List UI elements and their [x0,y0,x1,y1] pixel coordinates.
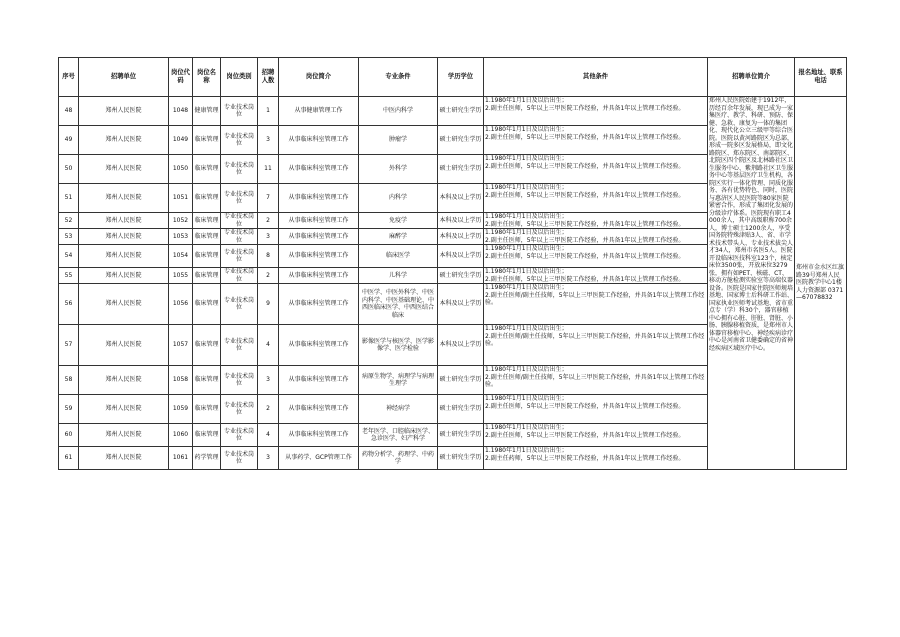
cell-unit: 郑州人民医院 [79,395,169,424]
cell-name: 临床管理 [193,126,221,155]
cell-name: 临床管理 [193,213,221,229]
header-name: 岗位名称 [193,58,221,97]
cell-category: 专业技术岗位 [221,184,258,213]
cell-degree: 硕士研究生学历 [438,395,484,424]
cell-major: 麻醉学 [359,229,438,245]
cell-other: 1.1980年1月1日及以后出生； 2.副主任医师，5年以上三甲医院工作经验，并具备1年以上管理工作经验。 [484,97,708,126]
header-degree: 学历学位 [438,58,484,97]
cell-name: 临床管理 [193,229,221,245]
cell-degree: 硕士研究生学历 [438,447,484,470]
cell-other: 1.1980年1月1日及以后出生； 2.副主任医师，5年以上三甲医院工作经验，并具备1年以上管理工作经验。 [484,213,708,229]
cell-count: 3 [258,229,279,245]
cell-count: 2 [258,395,279,424]
cell-intro: 从事临床科室管理工作 [279,229,359,245]
cell-count: 1 [258,97,279,126]
cell-unit: 郑州人民医院 [79,126,169,155]
header-category: 岗位类别 [221,58,258,97]
cell-unit: 郑州人民医院 [79,184,169,213]
cell-intro: 从事临床科室管理工作 [279,284,359,325]
header-major: 专业条件 [359,58,438,97]
cell-category: 专业技术岗位 [221,424,258,447]
header-contact: 报名地址、联系电话 [795,58,847,97]
cell-unit: 郑州人民医院 [79,366,169,395]
cell-count: 3 [258,126,279,155]
cell-intro: 从事临床科室管理工作 [279,126,359,155]
cell-seq: 57 [59,325,79,366]
cell-other: 1.1980年1月1日及以后出生； 2.副主任医师/副主任技师，5年以上三甲医院工作经验，并具备1年以上管理工作经验。 [484,325,708,366]
cell-count: 4 [258,424,279,447]
cell-category: 专业技术岗位 [221,155,258,184]
cell-seq: 50 [59,155,79,184]
cell-unit: 郑州人民医院 [79,229,169,245]
cell-category: 专业技术岗位 [221,325,258,366]
cell-intro: 从事临床科室管理工作 [279,424,359,447]
cell-seq: 49 [59,126,79,155]
cell-name: 临床管理 [193,325,221,366]
cell-code: 1051 [169,184,193,213]
cell-intro: 从事临床科室管理工作 [279,213,359,229]
cell-count: 7 [258,184,279,213]
cell-code: 1056 [169,284,193,325]
cell-code: 1055 [169,268,193,284]
cell-name: 临床管理 [193,366,221,395]
cell-degree: 硕士研究生学历 [438,366,484,395]
cell-major: 儿科学 [359,268,438,284]
header-count: 招聘人数 [258,58,279,97]
cell-intro: 从事健康管理工作 [279,97,359,126]
cell-other: 1.1980年1月1日及以后出生； 2.副主任医师，5年以上三甲医院工作经验，并具备1年以上管理工作经验。 [484,229,708,245]
cell-intro: 从事临床科室管理工作 [279,268,359,284]
cell-seq: 51 [59,184,79,213]
cell-name: 药学管理 [193,447,221,470]
cell-seq: 48 [59,97,79,126]
cell-major: 免疫学 [359,213,438,229]
cell-other: 1.1980年1月1日及以后出生； 2.副主任医师，5年以上三甲医院工作经验，并具备1年以上管理工作经验。 [484,268,708,284]
cell-degree: 硕士研究生学历 [438,97,484,126]
cell-seq: 54 [59,245,79,268]
cell-seq: 61 [59,447,79,470]
cell-major: 病原生物学、病理学与病理生理学 [359,366,438,395]
cell-unit: 郑州人民医院 [79,284,169,325]
unit-description: 郑州人民医院始建于1912年，历经百余年发展，现已成为一家集医疗、教学、科研、预防、保健、急救、康复为一体的集团化、现代化公立三级甲等综合医院。医院以黄河路院区为总部，形成一院多区发展格局，即文化路院区、郑东院区、南部院区、北院区四个院区及北林路社区卫生服务中心、紫荆路社区卫生服务中心等基层医疗卫生机构，各院区实行一体化管理、同质化服务、各有优势特色、同时，医院与惠济区人民医院等80家医院紧密合作，形成了集团化发展的分级诊疗体系。医院现有职工4000余人，其中高级职称700余人，博士硕士1200余人，享受国务院特殊津贴3人、省、市学术技术带头人、专业技术拔尖人才34人，郑州市名医5人。医院开设临床医技科室123个，核定床位3500张，开放床位3279张，拥有如PET、核磁、CT、移动方舱检测实验室等高端仪器设备。医院是国家住院医师规培基地、国家博士后科研工作站、国家执业医师考试基地、省市重点专（学）科30个，器官移植中心拥有心脏、肝脏、肾脏、小肠、胰腺移植资质，是郑州市人体器官移植中心、神经疾病诊疗中心是河南省卫健委确定的省神经疾病区域医疗中心。 [708,97,795,470]
cell-major: 药物分析学、药理学、中药学 [359,447,438,470]
cell-seq: 60 [59,424,79,447]
header-seq: 序号 [59,58,79,97]
cell-category: 专业技术岗位 [221,126,258,155]
cell-degree: 本科及以上学历 [438,325,484,366]
header-unit: 招聘单位 [79,58,169,97]
cell-degree: 本科及以上学历 [438,229,484,245]
cell-other: 1.1980年1月1日及以后出生； 2.副主任医师/副主任技师，5年以上三甲医院工作经验，并具备1年以上管理工作经验。 [484,366,708,395]
cell-name: 临床管理 [193,155,221,184]
cell-degree: 硕士研究生学历 [438,424,484,447]
cell-category: 专业技术岗位 [221,213,258,229]
cell-unit: 郑州人民医院 [79,424,169,447]
table-row [59,97,847,126]
cell-degree: 本科及以上学历 [438,245,484,268]
cell-count: 2 [258,268,279,284]
cell-seq: 52 [59,213,79,229]
cell-major: 影像医学与核医学、医学影像学、医学检验 [359,325,438,366]
cell-code: 1048 [169,97,193,126]
cell-other: 1.1980年1月1日及以后出生； 2.副主任药师，5年以上三甲医院工作经验，并具备1年以上管理工作经验。 [484,447,708,470]
cell-other: 1.1980年1月1日及以后出生； 2.副主任医师，5年以上三甲医院工作经验，并具备1年以上管理工作经验。 [484,184,708,213]
cell-intro: 从事临床科室管理工作 [279,184,359,213]
cell-other: 1.1980年1月1日及以后出生； 2.副主任医师，5年以上三甲医院工作经验，并具备1年以上管理工作经验。 [484,395,708,424]
cell-major: 神经病学 [359,395,438,424]
cell-code: 1049 [169,126,193,155]
cell-other: 1.1980年1月1日及以后出生； 2.副主任医师，5年以上三甲医院工作经验，并具备1年以上管理工作经验。 [484,155,708,184]
cell-category: 专业技术岗位 [221,268,258,284]
header-code: 岗位代码 [169,58,193,97]
cell-category: 专业技术岗位 [221,366,258,395]
cell-count: 11 [258,155,279,184]
cell-unit: 郑州人民医院 [79,447,169,470]
cell-unit: 郑州人民医院 [79,268,169,284]
header-row [59,58,847,97]
cell-major: 老年医学、口腔临床医学、急诊医学、妇产科学 [359,424,438,447]
cell-count: 4 [258,325,279,366]
cell-intro: 从事临床科室管理工作 [279,395,359,424]
cell-category: 专业技术岗位 [221,284,258,325]
cell-unit: 郑州人民医院 [79,325,169,366]
cell-code: 1053 [169,229,193,245]
cell-intro: 从事临床科室管理工作 [279,325,359,366]
header-other: 其他条件 [484,58,708,97]
cell-seq: 56 [59,284,79,325]
cell-name: 健康管理 [193,97,221,126]
cell-intro: 从事临床科室管理工作 [279,366,359,395]
cell-intro: 从事临床科室管理工作 [279,245,359,268]
cell-seq: 59 [59,395,79,424]
cell-major: 中医学、中医外科学、中医内科学、中医基础理论、中西医临床医学、中西医结合临床 [359,284,438,325]
cell-code: 1061 [169,447,193,470]
cell-degree: 硕士研究生学历 [438,268,484,284]
recruitment-table [58,57,847,470]
cell-name: 临床管理 [193,184,221,213]
cell-other: 1.1980年1月1日及以后出生； 2.副主任医师，5年以上三甲医院工作经验，并具备1年以上管理工作经验。 [484,126,708,155]
cell-code: 1052 [169,213,193,229]
cell-count: 3 [258,447,279,470]
cell-intro: 从事药学、GCP管理工作 [279,447,359,470]
cell-count: 8 [258,245,279,268]
cell-category: 专业技术岗位 [221,245,258,268]
cell-category: 专业技术岗位 [221,395,258,424]
cell-major: 临床医学 [359,245,438,268]
cell-major: 外科学 [359,155,438,184]
cell-other: 1.1980年1月1日及以后出生； 2.副主任医师，5年以上三甲医院工作经验，并具备1年以上管理工作经验。 [484,245,708,268]
cell-code: 1057 [169,325,193,366]
cell-unit: 郑州人民医院 [79,155,169,184]
cell-degree: 硕士研究生学历 [438,155,484,184]
cell-unit: 郑州人民医院 [79,213,169,229]
cell-code: 1058 [169,366,193,395]
cell-degree: 硕士研究生学历 [438,126,484,155]
cell-category: 专业技术岗位 [221,229,258,245]
cell-degree: 本科及以上学历 [438,213,484,229]
cell-name: 临床管理 [193,268,221,284]
cell-name: 临床管理 [193,245,221,268]
cell-unit: 郑州人民医院 [79,97,169,126]
cell-code: 1060 [169,424,193,447]
cell-code: 1050 [169,155,193,184]
header-unit-intro: 招聘单位简介 [708,58,795,97]
cell-code: 1054 [169,245,193,268]
cell-other: 1.1980年1月1日及以后出生； 2.副主任医师/副主任技师，5年以上三甲医院工作经验，并具备1年以上管理工作经验。 [484,284,708,325]
cell-name: 临床管理 [193,424,221,447]
cell-name: 临床管理 [193,284,221,325]
cell-unit: 郑州人民医院 [79,245,169,268]
cell-seq: 53 [59,229,79,245]
cell-category: 专业技术岗位 [221,447,258,470]
unit-contact: 郑州市金水区红旗路39号郑州人民医院教学中心1楼人力资源部 0371—67078832 [795,97,847,470]
cell-other: 1.1980年1月1日及以后出生； 2.副主任医师，5年以上三甲医院工作经验，并具备1年以上管理工作经验。 [484,424,708,447]
cell-major: 肿瘤学 [359,126,438,155]
header-intro: 岗位简介 [279,58,359,97]
cell-seq: 58 [59,366,79,395]
cell-major: 中医内科学 [359,97,438,126]
cell-name: 临床管理 [193,395,221,424]
cell-intro: 从事临床科室管理工作 [279,155,359,184]
cell-count: 9 [258,284,279,325]
table-body [59,97,847,470]
cell-seq: 55 [59,268,79,284]
cell-major: 内科学 [359,184,438,213]
cell-degree: 本科及以上学历 [438,184,484,213]
cell-count: 3 [258,366,279,395]
cell-code: 1059 [169,395,193,424]
cell-category: 专业技术岗位 [221,97,258,126]
cell-degree: 本科及以上学历 [438,284,484,325]
cell-count: 2 [258,213,279,229]
